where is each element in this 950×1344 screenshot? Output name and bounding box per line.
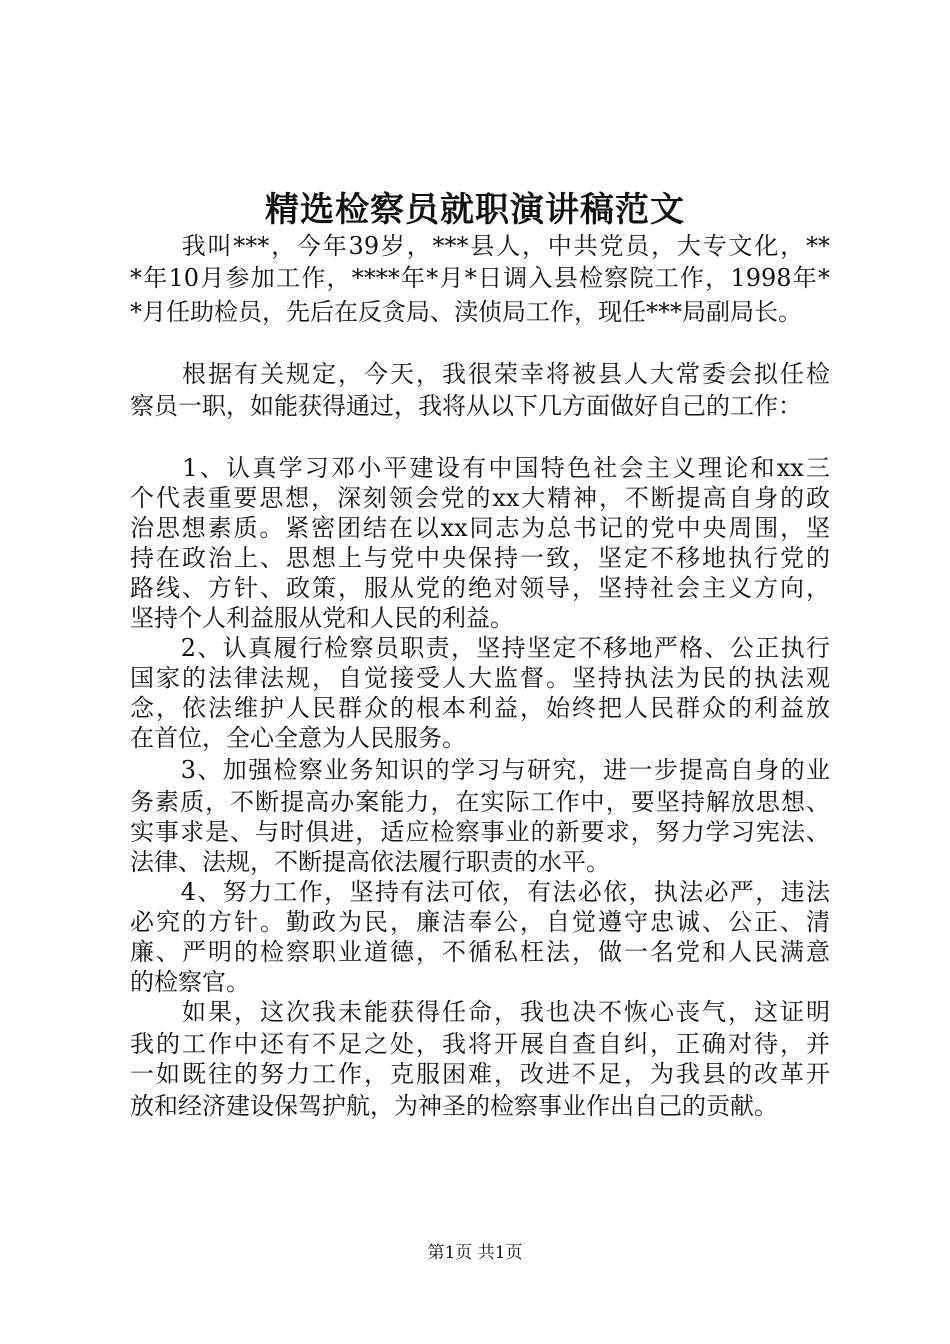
- text-line: 如果，这次我未能获得任命，我也决不恢心丧气，这证明: [130, 998, 830, 1026]
- text-line: 的检察官。: [130, 968, 250, 996]
- text-line: 我的工作中还有不足之处，我将开展自查自纠，正确对待，并: [130, 1030, 830, 1058]
- text-line: *月任助检员，先后在反贪局、渎侦局工作，现任***局副局长。: [130, 298, 802, 326]
- text-line: 法律、法规，不断提高依法履行职责的水平。: [130, 848, 610, 876]
- text-line: 坚持个人利益服从党和人民的利益。: [130, 604, 514, 632]
- page-footer: 第1页 共1页: [427, 1243, 523, 1263]
- page-title: 精选检察员就职演讲稿范文: [265, 190, 685, 230]
- text-line: 治思想素质。紧密团结在以xx同志为总书记的党中央周围，坚: [130, 514, 830, 542]
- text-line: 我叫***，今年39岁，***县人，中共党员，大专文化，**: [130, 232, 830, 260]
- text-line: 4、努力工作，坚持有法可依，有法必依，执法必严，违法: [130, 878, 830, 906]
- text-line: 放和经济建设保驾护航，为神圣的检察事业作出自己的贡献。: [130, 1092, 778, 1120]
- text-line: 根据有关规定，今天，我很荣幸将被县人大常委会拟任检: [130, 360, 830, 388]
- text-line: 路线、方针、政策，服从党的绝对领导，坚持社会主义方向，: [130, 574, 830, 602]
- text-line: 2、认真履行检察员职责，坚持坚定不移地严格、公正执行: [130, 634, 830, 662]
- text-line: 务素质，不断提高办案能力，在实际工作中，要坚持解放思想、: [130, 788, 830, 816]
- text-line: 1、认真学习邓小平建设有中国特色社会主义理论和xx三: [130, 454, 830, 482]
- text-line: 廉、严明的检察职业道德，不循私枉法，做一名党和人民满意: [130, 938, 830, 966]
- text-line: 实事求是、与时俱进，适应检察事业的新要求，努力学习宪法、: [130, 818, 830, 846]
- text-line: 察员一职，如能获得通过，我将从以下几方面做好自己的工作：: [130, 392, 802, 420]
- text-line: 念，依法维护人民群众的根本利益，始终把人民群众的利益放: [130, 694, 830, 722]
- text-line: 一如既往的努力工作，克服困难，改进不足，为我县的改革开: [130, 1060, 830, 1088]
- text-line: 持在政治上、思想上与党中央保持一致，坚定不移地执行党的: [130, 544, 830, 572]
- text-line: 在首位，全心全意为人民服务。: [130, 724, 466, 752]
- text-line: 必究的方针。勤政为民，廉洁奉公，自觉遵守忠诚、公正、清: [130, 908, 830, 936]
- text-line: 3、加强检察业务知识的学习与研究，进一步提高自身的业: [130, 756, 830, 784]
- text-line: 个代表重要思想，深刻领会党的xx大精神，不断提高自身的政: [130, 484, 830, 512]
- text-line: *年10月参加工作，****年*月*日调入县检察院工作，1998年*: [130, 264, 830, 292]
- text-line: 国家的法律法规，自觉接受人大监督。坚持执法为民的执法观: [130, 664, 830, 692]
